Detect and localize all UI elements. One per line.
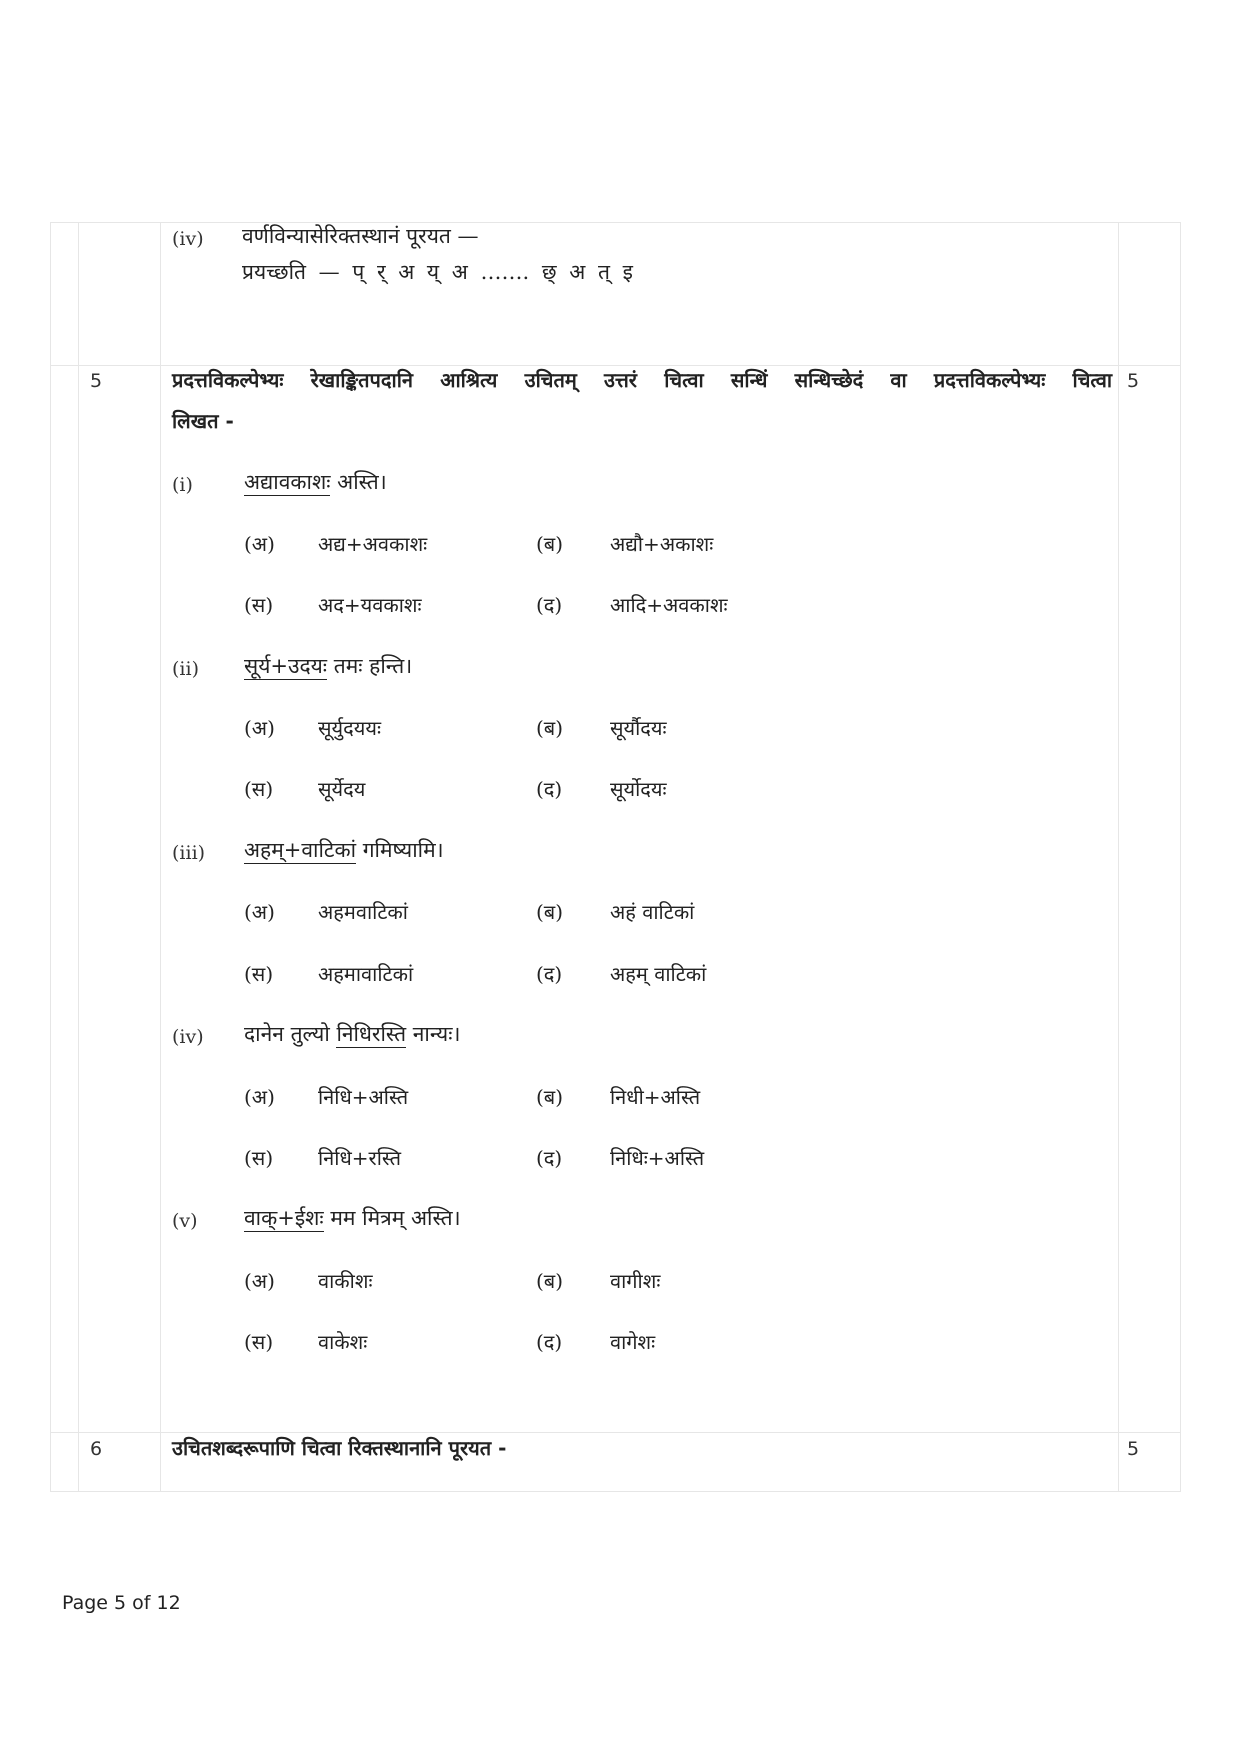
- option-label: (द): [536, 593, 563, 617]
- option-text: वागीशः: [610, 1269, 661, 1293]
- prev-item-roman: (iv): [172, 228, 204, 250]
- option-label: (स): [244, 962, 274, 986]
- option-label: (स): [244, 1330, 274, 1354]
- option-text: सूर्येदय: [318, 777, 366, 801]
- option-text: अद्य+अवकाशः: [318, 532, 428, 556]
- question-marks: 5: [1127, 1438, 1140, 1460]
- option-label: (द): [536, 1330, 563, 1354]
- option-text: अहं वाटिकां: [610, 900, 695, 924]
- sentence-start: दानेन तुल्यो: [244, 1022, 337, 1046]
- page-footer: Page 5 of 12: [62, 1592, 181, 1614]
- table-border-right: [1180, 222, 1181, 1492]
- item-roman: (v): [172, 1210, 198, 1232]
- question-number: 6: [90, 1438, 103, 1460]
- sentence-rest: तमः हन्ति।: [327, 654, 413, 678]
- question-instruction: उचितशब्दरूपाणि चित्वा रिक्तस्थानानि पूरयत -: [172, 1436, 507, 1460]
- sentence-rest: मम मित्रम् अस्ति।: [323, 1206, 461, 1230]
- option-text: अहमवाटिकां: [318, 900, 408, 924]
- item-sentence: [244, 1206, 461, 1231]
- option-label: (ब): [536, 900, 564, 924]
- option-text: वाकीशः: [318, 1269, 373, 1293]
- option-text: अहम् वाटिकां: [610, 962, 707, 986]
- option-label: (स): [244, 593, 274, 617]
- option-text: सूर्योदयः: [610, 777, 667, 801]
- option-text: निधि+अस्ति: [318, 1085, 409, 1109]
- option-text: अद्यौ+अकाशः: [610, 532, 714, 556]
- option-label: (अ): [244, 716, 275, 740]
- item-roman: (i): [172, 474, 193, 496]
- option-label: (अ): [244, 1269, 275, 1293]
- option-label: (द): [536, 777, 563, 801]
- question-instruction-line2: लिखत -: [172, 409, 234, 433]
- option-text: अहमावाटिकां: [318, 962, 414, 986]
- option-label: (द): [536, 962, 563, 986]
- option-label: (ब): [536, 1085, 564, 1109]
- prev-item-spelling-line: प्रयच्छति — प् र् अ य् अ ……. छ् अ त् इ: [242, 260, 633, 284]
- item-sentence: [244, 470, 387, 495]
- option-label: (अ): [244, 1085, 275, 1109]
- underlined-word: वाक्+ईशः: [244, 1206, 324, 1230]
- table-border-bottom: [50, 1491, 1180, 1492]
- option-text: अद+यवकाशः: [318, 593, 422, 617]
- option-label: (ब): [536, 532, 564, 556]
- table-column-divider: [1118, 222, 1119, 1492]
- option-text: निधिः+अस्ति: [610, 1146, 705, 1170]
- question-instruction-line1: प्रदत्तविकल्पेभ्यः रेखाङ्कितपदानि आश्रित्य उचितम् उत्तरं चित्वा सन्धिं सन्धिच्छेदं वा प्रदत्तविकल्पेभ्यः चित्वा: [172, 368, 1112, 392]
- table-border-left: [50, 222, 51, 1492]
- table-column-divider: [78, 222, 79, 1492]
- option-label: (ब): [536, 716, 564, 740]
- sentence-rest: गमिष्यामि।: [356, 838, 444, 862]
- underlined-word: निधिरस्ति: [336, 1022, 407, 1046]
- table-row-divider: [50, 365, 1180, 366]
- option-label: (अ): [244, 532, 275, 556]
- table-row-divider: [50, 1432, 1180, 1433]
- option-text: आदि+अवकाशः: [610, 593, 728, 617]
- option-label: (द): [536, 1146, 563, 1170]
- question-marks: 5: [1127, 370, 1140, 392]
- item-sentence: [244, 654, 412, 679]
- option-text: निधि+रस्ति: [318, 1146, 402, 1170]
- option-text: वाकेशः: [318, 1330, 368, 1354]
- item-sentence: [244, 1022, 460, 1047]
- option-text: सूर्युदययः: [318, 716, 381, 740]
- option-text: निधी+अस्ति: [610, 1085, 701, 1109]
- option-label: (स): [244, 777, 274, 801]
- underlined-word: सूर्य+उदयः: [244, 654, 328, 678]
- underlined-word: अद्यावकाशः: [244, 470, 331, 494]
- item-sentence: [244, 838, 444, 863]
- prev-item-instruction: वर्णविन्यासेरिक्तस्थानं पूरयत —: [242, 224, 479, 248]
- option-label: (ब): [536, 1269, 564, 1293]
- sentence-rest: नान्यः।: [406, 1022, 461, 1046]
- option-label: (अ): [244, 900, 275, 924]
- question-number: 5: [90, 370, 103, 392]
- option-text: वागेशः: [610, 1330, 656, 1354]
- option-label: (स): [244, 1146, 274, 1170]
- sentence-rest: अस्ति।: [330, 470, 387, 494]
- item-roman: (ii): [172, 658, 199, 680]
- item-roman: (iii): [172, 842, 206, 864]
- item-roman: (iv): [172, 1026, 204, 1048]
- table-row-divider: [50, 222, 1180, 223]
- table-column-divider: [160, 222, 161, 1492]
- underlined-word: अहम्+वाटिकां: [244, 838, 357, 862]
- option-text: सूर्यौदयः: [610, 716, 667, 740]
